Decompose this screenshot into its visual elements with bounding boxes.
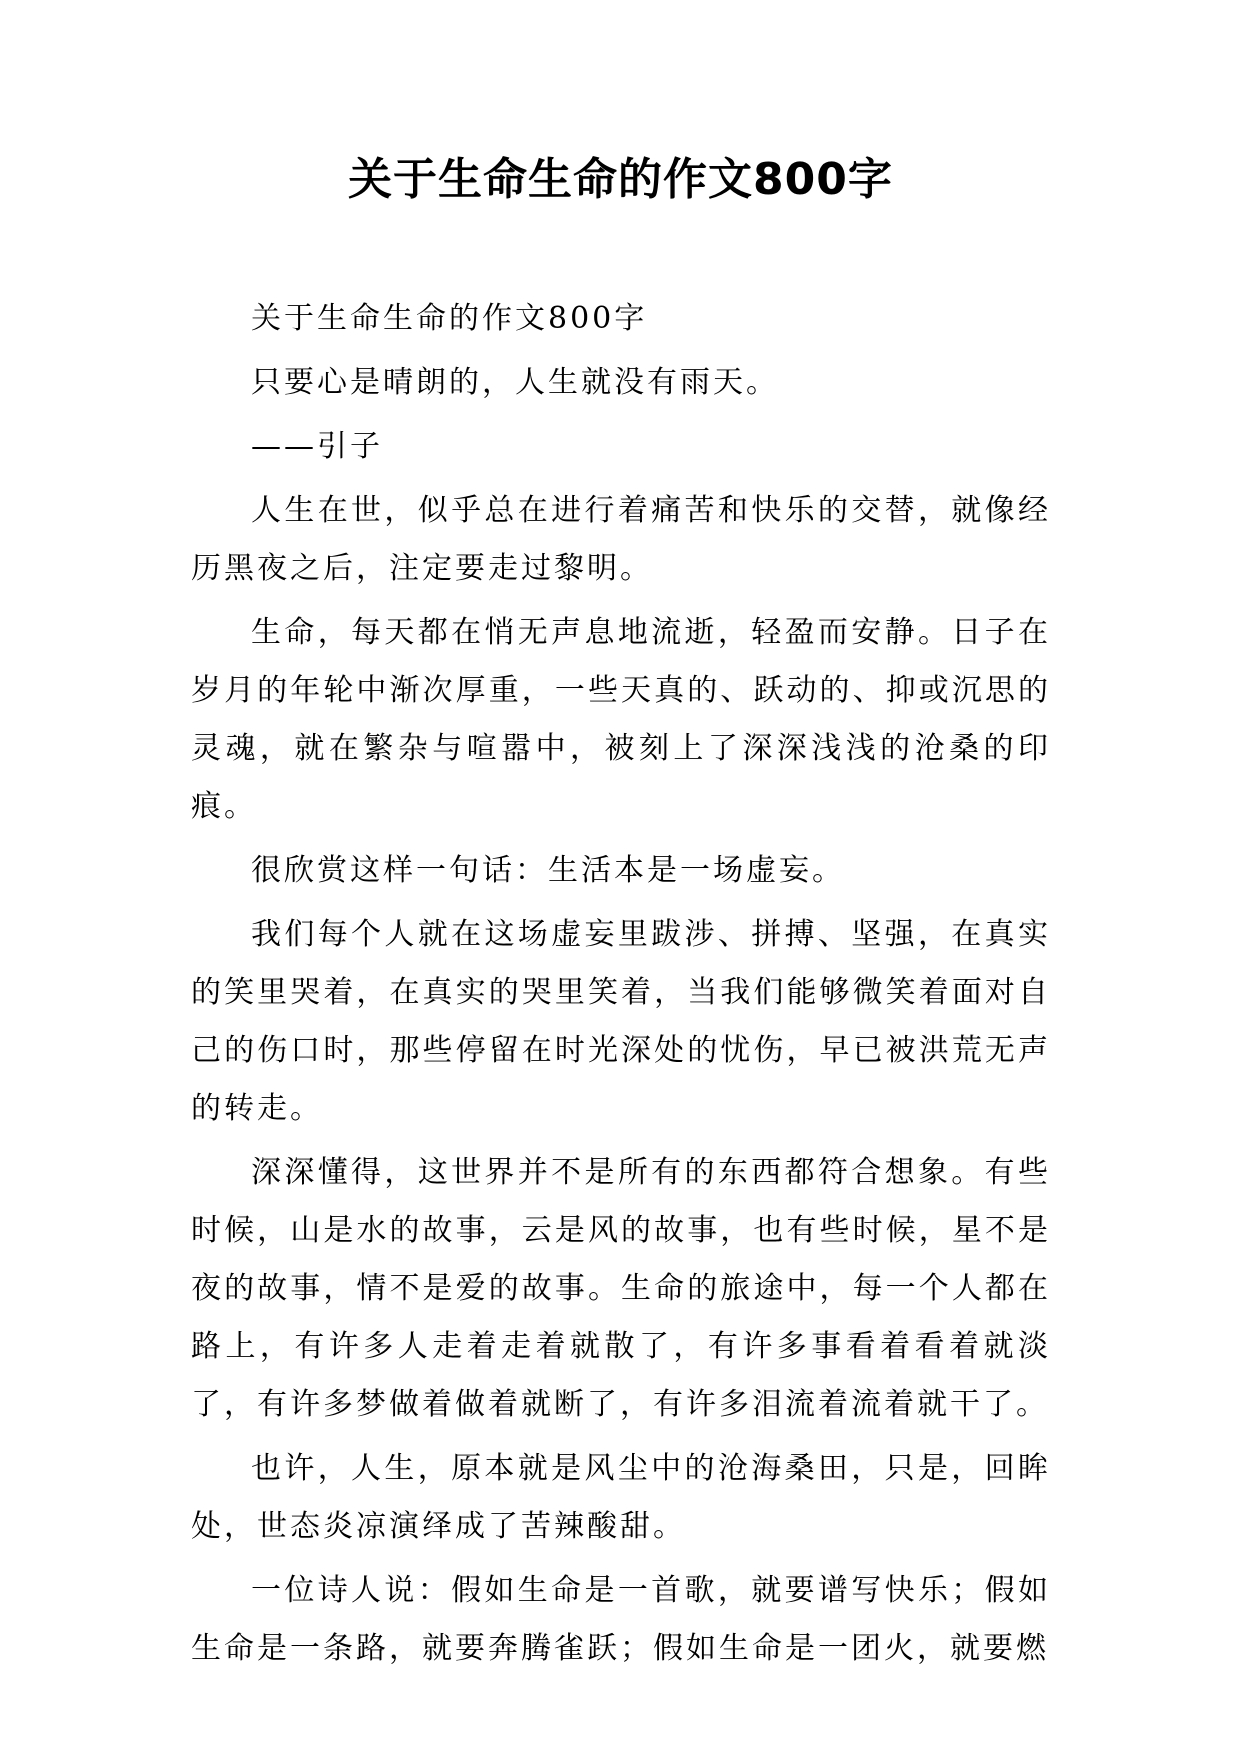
- paragraph: ——引子: [251, 429, 383, 464]
- paragraph: 很欣赏这样一句话：生活本是一场虚妄。: [251, 853, 845, 888]
- paragraph: 生命，每天都在悄无声息地流逝，轻盈而安静。日子在岁月的年轮中渐次厚重，一些天真的、跃动的、抑或沉思的灵魂，就在繁杂与喧嚣中，被刻上了深深浅浅的沧桑的印痕。: [191, 615, 1051, 824]
- document-body: [191, 290, 1051, 1684]
- paragraph: 深深懂得，这世界并不是所有的东西都符合想象。有些时候，山是水的故事，云是风的故事，也有些时候，星不是夜的故事，情不是爱的故事。生命的旅途中，每一个人都在路上，有许多人走着走着就散了，有许多事看着看着就淡了，有许多梦做着做着就断了，有许多泪流着流着就干了。: [191, 1155, 1051, 1422]
- paragraph: 我们每个人就在这场虚妄里跋涉、拼搏、坚强，在真实的笑里哭着，在真实的哭里笑着，当我们能够微笑着面对自己的伤口时，那些停留在时光深处的忧伤，早已被洪荒无声的转走。: [191, 917, 1051, 1126]
- paragraph: 人生在世，似乎总在进行着痛苦和快乐的交替，就像经历黑夜之后，注定要走过黎明。: [191, 493, 1051, 586]
- paragraph: 只要心是晴朗的，人生就没有雨天。: [251, 365, 779, 400]
- paragraph: 关于生命生命的作文800字: [251, 301, 648, 336]
- document-title: 关于生命生命的作文800字: [348, 154, 893, 205]
- paragraph: 一位诗人说：假如生命是一首歌，就要谱写快乐；假如生命是一条路，就要奔腾雀跃；假如生命是一团火，就要燃: [191, 1573, 1051, 1666]
- paragraph: 也许，人生，原本就是风尘中的沧海桑田，只是，回眸处，世态炎凉演绎成了苦辣酸甜。: [191, 1451, 1051, 1544]
